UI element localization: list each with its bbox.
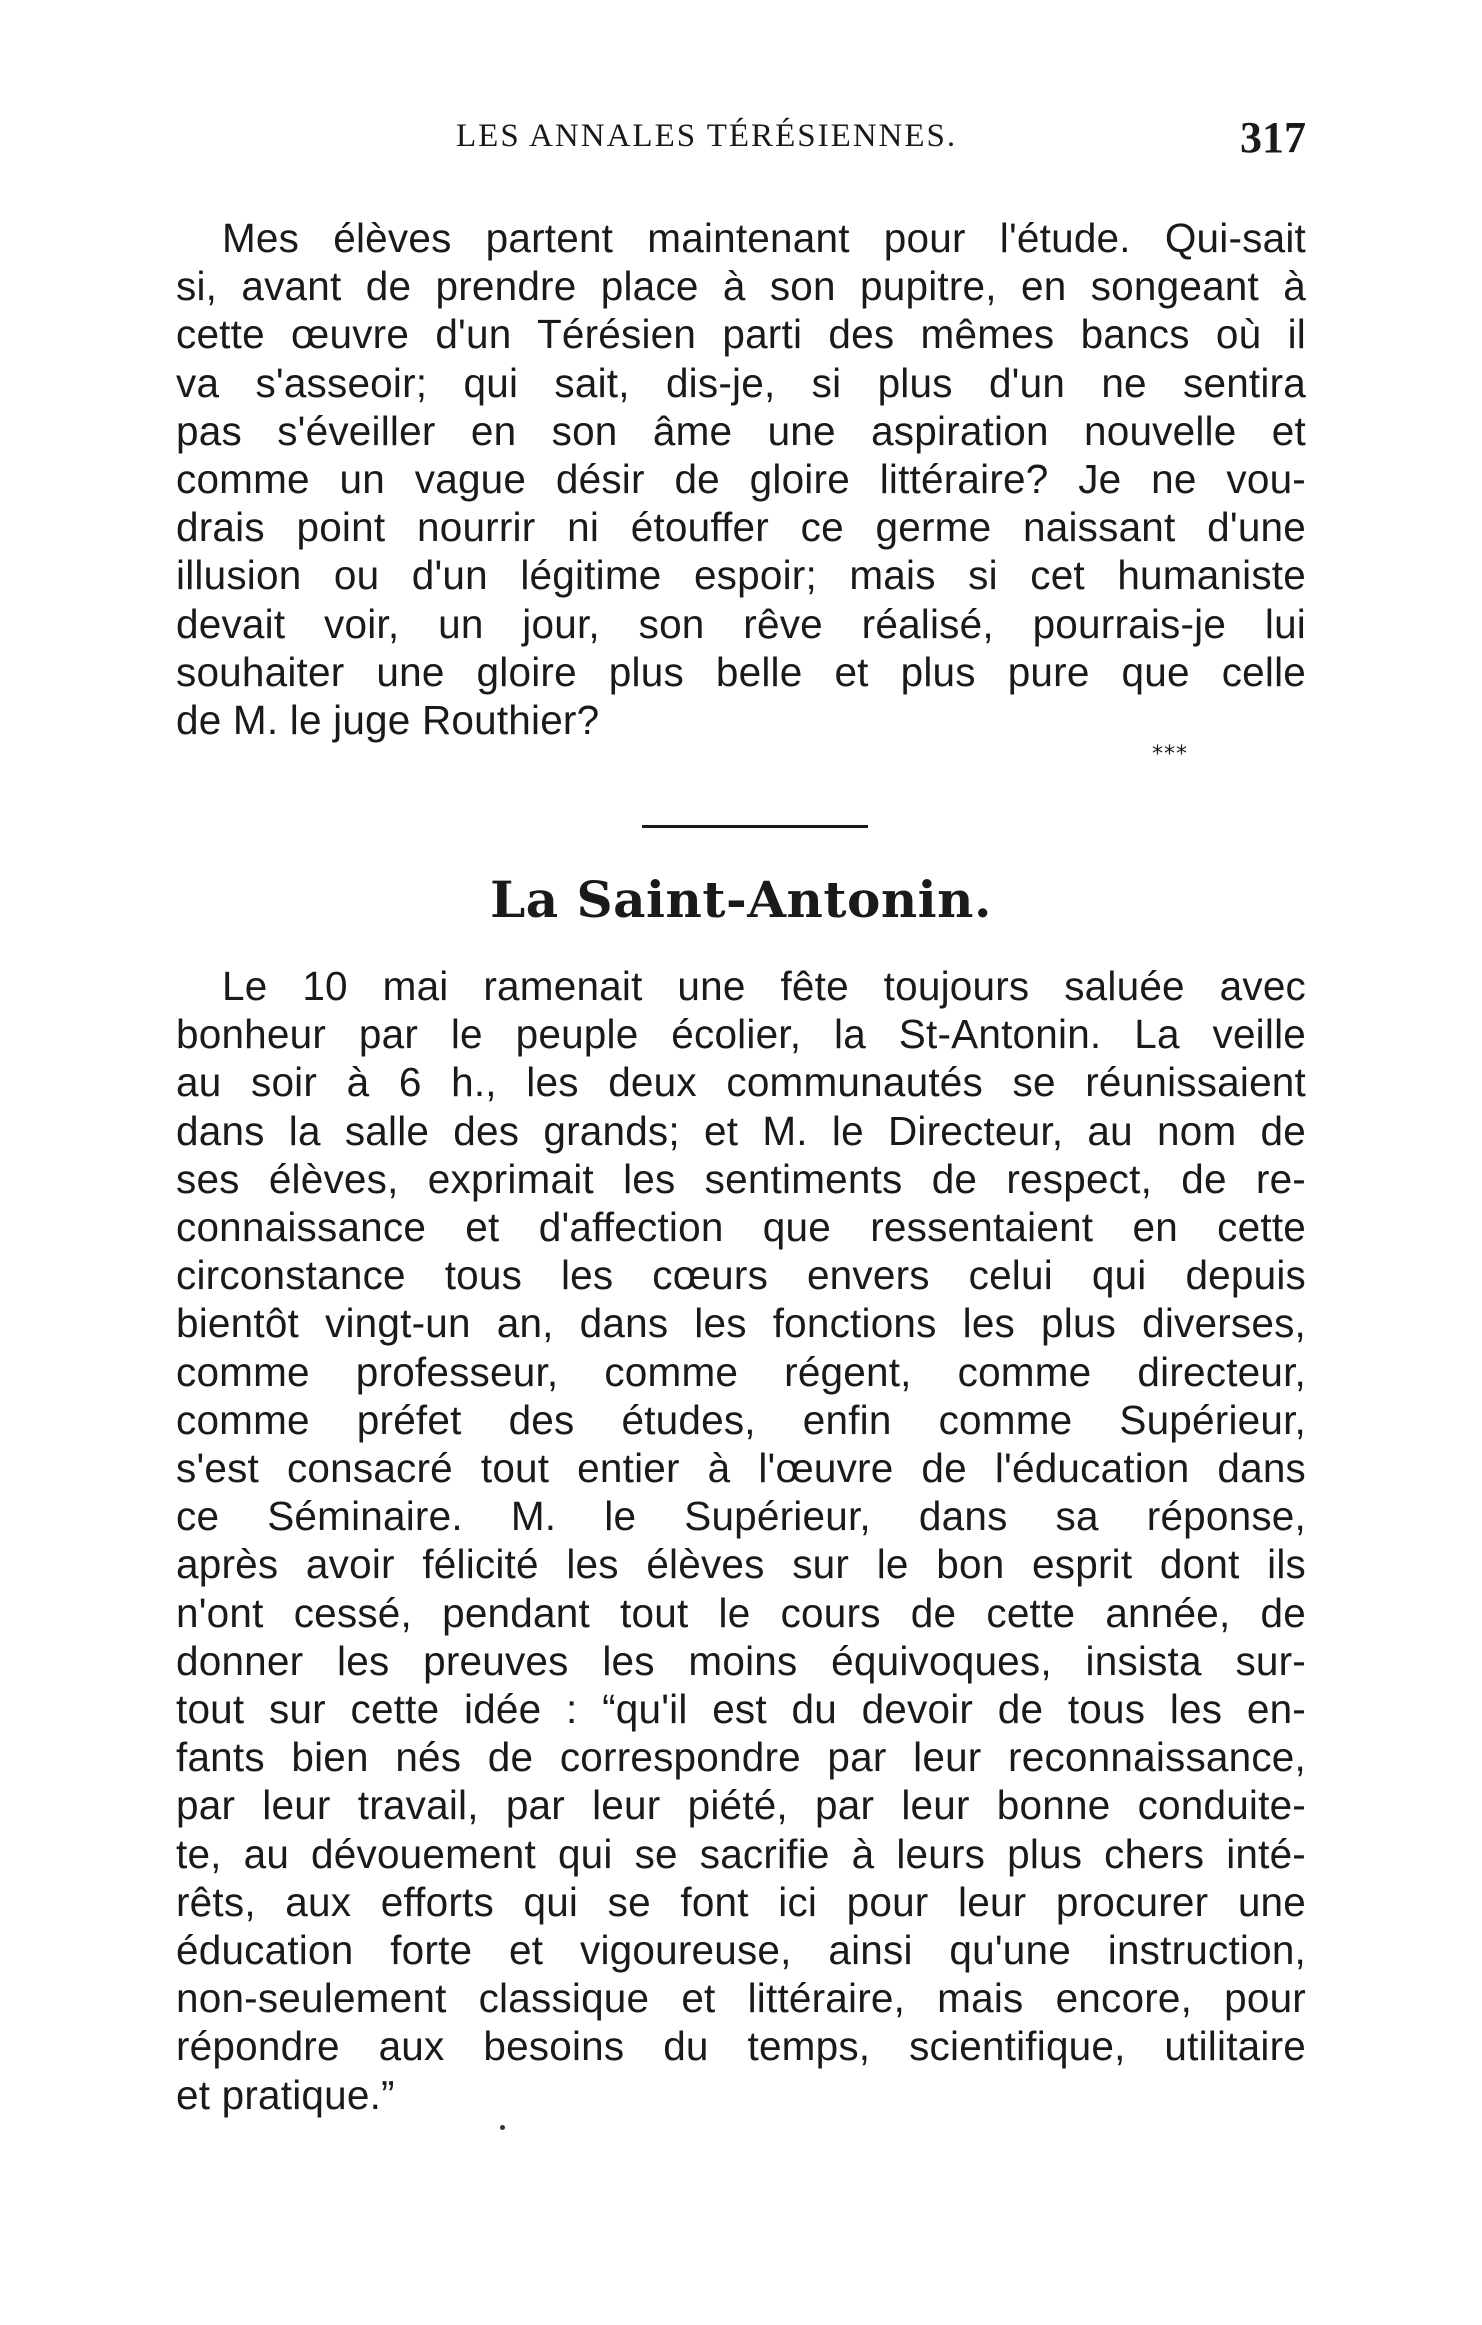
text-line: Le 10 mai ramenait une fête toujours saluée avec: [222, 963, 1306, 1009]
text-line: Mes élèves partent maintenant pour l'étude. Qui-sait: [222, 215, 1306, 261]
text-line: illusion ou d'un légitime espoir; mais si cet humaniste: [176, 552, 1306, 599]
text-line: de M. le juge Routhier?: [176, 697, 600, 744]
text-line: connaissance et d'affection que ressentaient en cette: [176, 1204, 1306, 1251]
text-line: va s'asseoir; qui sait, dis-je, si plus d'un ne sentira: [176, 359, 1306, 406]
text-line: s'est consacré tout entier à l'œuvre de l'éducation dans: [176, 1445, 1306, 1492]
text-line: ce Séminaire. M. le Supérieur, dans sa réponse,: [176, 1493, 1306, 1540]
paragraph-1: [176, 214, 1306, 744]
running-head: [176, 113, 1306, 168]
text-line: souhaiter une gloire plus belle et plus pure que celle: [176, 648, 1306, 695]
text-line: fants bien nés de correspondre par leur reconnaissance,: [176, 1734, 1306, 1781]
asterism: ***: [1152, 742, 1188, 767]
text-line: dans la salle des grands; et M. le Directeur, au nom de: [176, 1107, 1306, 1154]
text-line: et pratique.”: [176, 2071, 395, 2118]
text-line: n'ont cessé, pendant tout le cours de cette année, de: [176, 1589, 1306, 1636]
page-number: 317: [1240, 113, 1306, 162]
text-line: au soir à 6 h., les deux communautés se réunissaient: [176, 1059, 1306, 1106]
text-line: comme préfet des études, enfin comme Supérieur,: [176, 1396, 1306, 1443]
text-line: pas s'éveiller en son âme une aspiration nouvelle et: [176, 407, 1306, 454]
text-line: tout sur cette idée : “qu'il est du devoir de tous les en-: [176, 1686, 1306, 1733]
section-divider: [642, 825, 868, 828]
text-line: cette œuvre d'un Térésien parti des mêmes bancs où il: [176, 311, 1306, 358]
ink-speck: [500, 2125, 505, 2130]
paragraph-2: [176, 962, 1306, 2119]
text-line: circonstance tous les cœurs envers celui qui depuis: [176, 1252, 1306, 1299]
text-line: rêts, aux efforts qui se font ici pour leur procurer une: [176, 1878, 1306, 1925]
text-line: si, avant de prendre place à son pupitre, en songeant à: [176, 263, 1306, 310]
running-title: LES ANNALES TÉRÉSIENNES.: [456, 118, 958, 154]
text-line: comme un vague désir de gloire littéraire? Je ne vou-: [176, 456, 1306, 503]
text-line: éducation forte et vigoureuse, ainsi qu'une instruction,: [176, 1927, 1306, 1974]
section-title: La Saint-Antonin.: [490, 870, 992, 929]
text-line: non-seulement classique et littéraire, mais encore, pour: [176, 1975, 1306, 2022]
text-line: par leur travail, par leur piété, par leur bonne conduite-: [176, 1782, 1306, 1829]
text-line: bonheur par le peuple écolier, la St-Antonin. La veille: [176, 1011, 1306, 1058]
text-line: devait voir, un jour, son rêve réalisé, pourrais-je lui: [176, 600, 1306, 647]
text-line: répondre aux besoins du temps, scientifique, utilitaire: [176, 2023, 1306, 2070]
text-line: donner les preuves les moins équivoques, insista sur-: [176, 1637, 1306, 1684]
text-line: ses élèves, exprimait les sentiments de respect, de re-: [176, 1155, 1306, 1202]
text-line: drais point nourrir ni étouffer ce germe naissant d'une: [176, 504, 1306, 551]
text-line: te, au dévouement qui se sacrifie à leurs plus chers inté-: [176, 1830, 1306, 1877]
text-line: comme professeur, comme régent, comme directeur,: [176, 1348, 1306, 1395]
text-line: après avoir félicité les élèves sur le bon esprit dont ils: [176, 1541, 1306, 1588]
text-line: bientôt vingt-un an, dans les fonctions les plus diverses,: [176, 1300, 1306, 1347]
